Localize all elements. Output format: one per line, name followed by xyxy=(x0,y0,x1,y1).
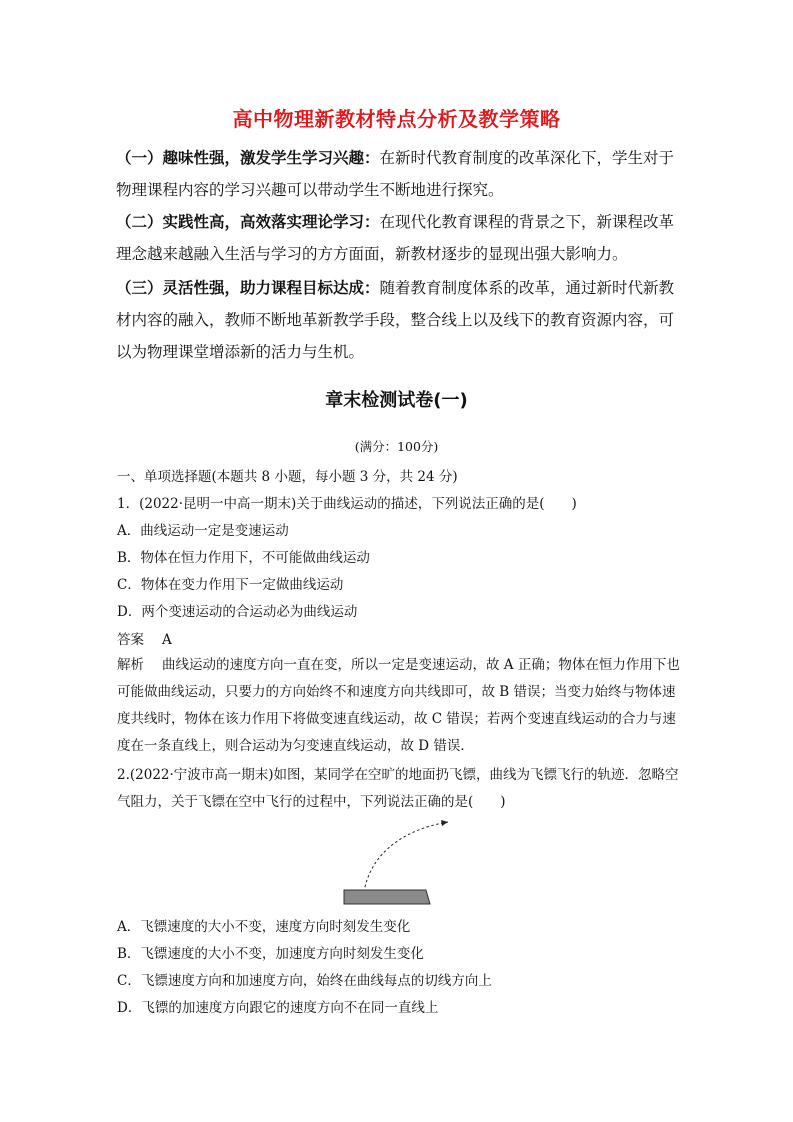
intro-body-3: 随着教育制度体系的改革，通过新时代新教材内容的融入，教师不断地革新教学手段，整合线上以及线下的教育资源内容，可以为物理课堂增添新的活力与生机。 xyxy=(116,279,675,361)
question-1-option-d: D．两个变速运动的合运动必为曲线运动 xyxy=(117,604,358,620)
answer-label: 答案 xyxy=(117,632,144,648)
question-2-option-d: D．飞镖的加速度方向跟它的速度方向不在同一直线上 xyxy=(117,1000,439,1016)
intro-body-2: 在现代化教育课程的背景之下，新课程改革理念越来越融入生活与学习的方方面面，新教材逐步的显现出强大影响力。 xyxy=(116,213,675,263)
dart-trajectory-curve xyxy=(364,822,448,892)
intro-paragraph-3 xyxy=(116,272,681,368)
exam-score: (满分：100分) xyxy=(354,439,439,454)
intro-heading-2: （二）实践性高，高效落实理论学习： xyxy=(116,213,380,231)
intro-paragraph-2 xyxy=(116,206,681,270)
question-2-stem: 2.(2022·宁波市高一期末)如图，某同学在空旷的地面扔飞镖，曲线为飞镖飞行的轨迹．忽略空气阻力，关于飞镖在空中飞行的过程中，下列说法正确的是( ) xyxy=(117,767,679,810)
question-1-option-c: C．物体在变力作用下一定做曲线运动 xyxy=(117,577,344,593)
answer-value: A xyxy=(162,632,172,648)
intro-heading-3: （三）灵活性强，助力课程目标达成： xyxy=(116,279,380,297)
exam-title: 章末检测试卷(一) xyxy=(325,390,468,411)
intro-paragraph-1 xyxy=(116,142,681,206)
analysis-label: 解析 xyxy=(117,657,144,673)
analysis-text: 曲线运动的速度方向一直在变，所以一定是变速运动，故 A 正确；物体在恒力作用下也可能做曲线运动，只要力的方向始终不和速度方向共线即可，故 B 错误；当变力始终与物体速度共线时，物体在该力作用下将做变速直线运动，故 C 错误；若两个变速直线运动的合力与速度在一条直线上，则合运动为匀变速直线运动，故 D 错误． xyxy=(117,657,680,754)
intro-body-1: 在新时代教育制度的改革深化下，学生对于物理课程内容的学习兴趣可以带动学生不断地进行探究。 xyxy=(116,149,675,199)
dart-trajectory-figure xyxy=(330,816,450,908)
question-1-analysis xyxy=(117,652,680,760)
question-1-option-b: B．物体在恒力作用下，不可能做曲线运动 xyxy=(117,550,370,566)
question-2-option-a: A．飞镖速度的大小不变，速度方向时刻发生变化 xyxy=(117,919,411,935)
ground-platform xyxy=(344,890,430,904)
main-title: 高中物理新教材特点分析及教学策略 xyxy=(232,107,561,131)
arrow-head xyxy=(441,820,448,826)
question-1-stem: 1．(2022·昆明一中高一期末)关于曲线运动的描述，下列说法正确的是( ) xyxy=(117,496,577,512)
section-heading: 一、单项选择题(本题共 8 小题，每小题 3 分，共 24 分) xyxy=(117,469,458,485)
question-1-answer xyxy=(117,628,172,648)
question-1-option-a: A．曲线运动一定是变速运动 xyxy=(117,523,289,539)
question-2-option-b: B．飞镖速度的大小不变，加速度方向时刻发生变化 xyxy=(117,946,424,962)
intro-heading-1: （一）趣味性强，激发学生学习兴趣： xyxy=(116,149,380,167)
question-2-option-c: C．飞镖速度方向和加速度方向，始终在曲线每点的切线方向上 xyxy=(117,973,492,989)
